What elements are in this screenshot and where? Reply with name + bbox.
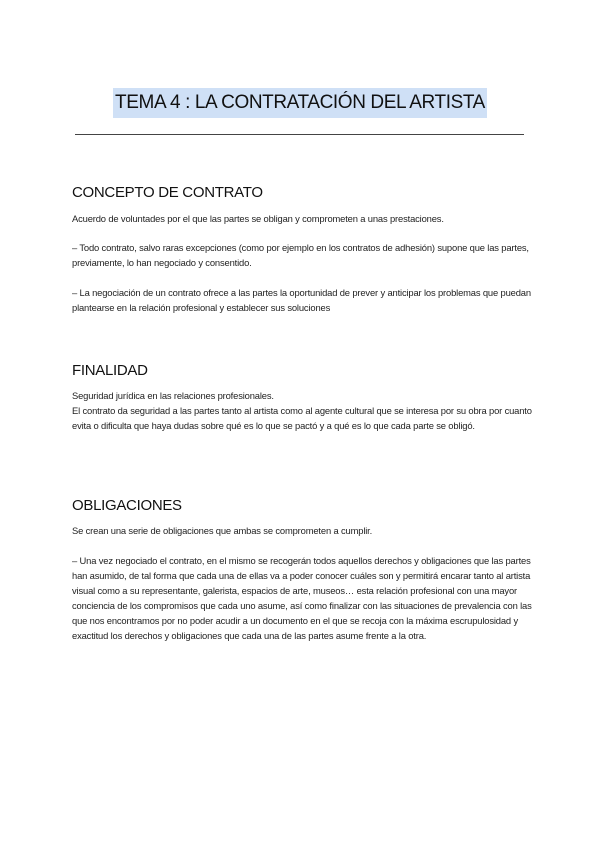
section-concepto-paragraph-2: – Todo contrato, salvo raras excepciones (como por ejemplo en los contratos de adhesión) supone que las partes, previamente, lo han negociado y consentido. — [72, 242, 529, 268]
section-finalidad-paragraph-2: El contrato da seguridad a las partes tanto al artista como al agente cultural que se interesa por su obra por cuanto evita o dificulta que haya dudas sobre qué es lo que se pactó y a qué es lo que cada parte se obligó. — [72, 405, 532, 431]
section-concepto-paragraph-1: Acuerdo de voluntades por el que las partes se obligan y comprometen a unas prestaciones. — [72, 213, 444, 224]
section-concepto-paragraph-3: – La negociación de un contrato ofrece a las partes la oportunidad de prever y anticipar los problemas que puedan plantearse en la relación profesional y establecer sus soluciones — [72, 287, 531, 313]
page-title: TEMA 4 : LA CONTRATACIÓN DEL ARTISTA — [113, 88, 487, 118]
section-heading-concepto: CONCEPTO DE CONTRATO — [72, 184, 263, 201]
section-heading-finalidad: FINALIDAD — [72, 362, 148, 379]
title-divider — [75, 134, 524, 135]
section-obligaciones-paragraph-1: Se crean una serie de obligaciones que ambas se comprometen a cumplir. — [72, 525, 373, 536]
section-obligaciones-paragraph-2: – Una vez negociado el contrato, en el mismo se recogerán todos aquellos derechos y obligaciones que las partes han asumido, de tal forma que cada una de ellas va a poder conocer cuáles son y permitirá encarar tanto al artista visual como a su representante, galerista, espacios de arte, museos… esta relación profesional con una mayor conciencia de los compromisos que cada uno asume, así como finalizar con las situaciones de prevalencia con las que nos encontramos por no poder acudir a un documento en el que se recoja con la máxima escrupulosidad y exactitud los derechos y obligaciones que cada una de las partes asume frente a la otra. — [72, 555, 532, 641]
title-container — [0, 88, 600, 118]
section-heading-obligaciones: OBLIGACIONES — [72, 497, 182, 514]
section-finalidad-paragraph-1: Seguridad jurídica en las relaciones profesionales. — [72, 390, 274, 401]
